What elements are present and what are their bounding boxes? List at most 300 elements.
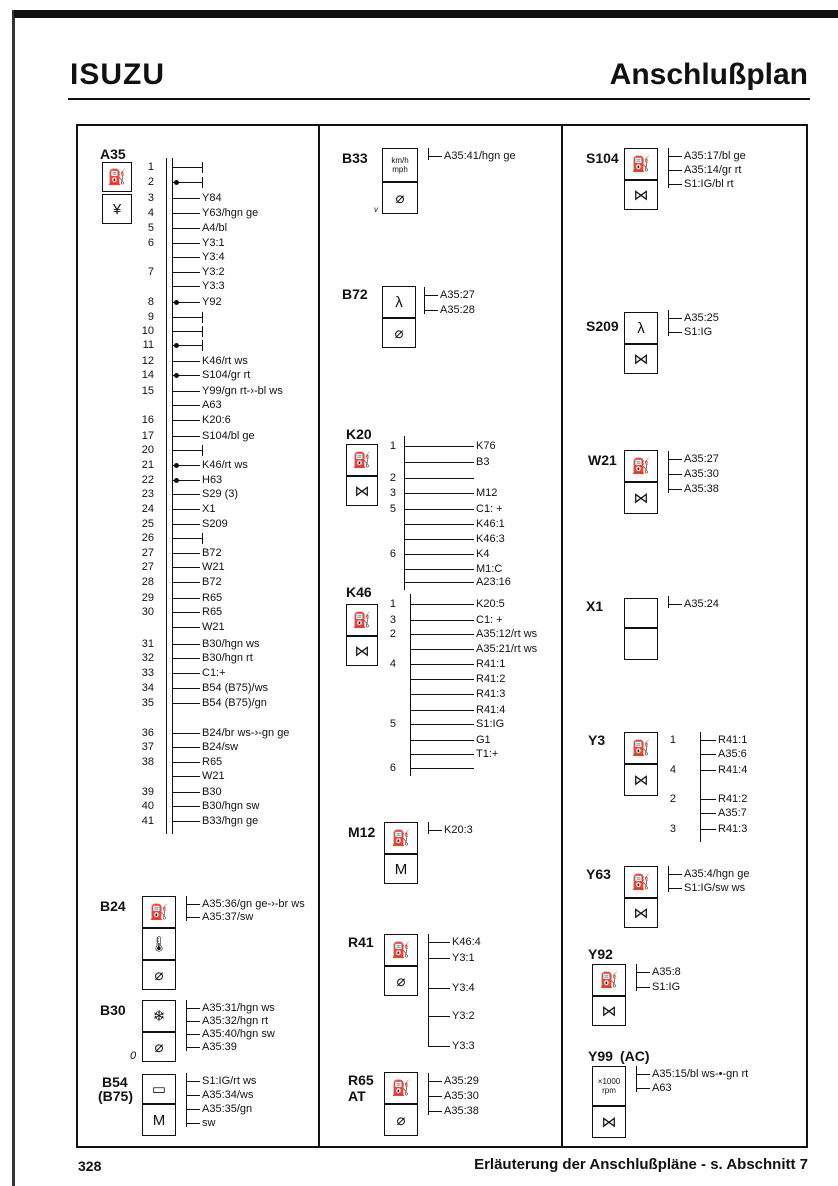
connector-line <box>636 1074 650 1075</box>
r41-label: Y3:3 <box>452 1040 475 1052</box>
symbol-box <box>592 964 626 996</box>
relay-icon: ⋈ <box>354 642 370 660</box>
a35-pin-number: 39 <box>141 786 154 798</box>
k46-pin-number: 1 <box>389 598 396 610</box>
symbol-box <box>624 482 658 514</box>
a35-label: B30/hgn rt <box>202 652 253 664</box>
fuel-pump-icon: ⛽ <box>149 903 169 921</box>
a35-line <box>172 612 200 613</box>
b30-line: A35:40/hgn sw <box>202 1028 275 1040</box>
y3-label: R41:4 <box>718 764 748 776</box>
a35-label: B24/br ws-›-gn ge <box>202 727 290 739</box>
sensor-icon: ⌀ <box>395 189 405 207</box>
component-name-b30: B30 <box>100 1002 126 1018</box>
a35-pin-number: 11 <box>142 339 154 351</box>
y3-line <box>700 829 716 830</box>
connector-line <box>186 1095 200 1096</box>
symbol-box <box>102 162 132 192</box>
connector-line <box>428 1096 442 1097</box>
connector-line <box>424 310 438 311</box>
symbol-box <box>384 822 418 854</box>
a35-label: B24/sw <box>202 741 239 753</box>
k46-pin-number: 4 <box>389 658 396 670</box>
r41-line <box>428 942 450 943</box>
a35-pin-number: 3 <box>147 192 154 204</box>
a35-pin-number: 21 <box>141 459 154 471</box>
connector-line <box>424 295 438 296</box>
k46-label: C1: + <box>476 614 503 626</box>
a35-label: W21 <box>202 621 225 633</box>
k20-pin-number: 3 <box>389 487 396 499</box>
k46-label: T1:+ <box>476 748 499 760</box>
a35-pin-number: 36 <box>141 727 154 739</box>
symbol-box <box>384 854 418 884</box>
a35-line <box>172 494 200 495</box>
a35-line <box>172 806 200 807</box>
scan-edge <box>12 10 15 1186</box>
valve-icon: ⋈ <box>633 771 649 789</box>
r65-line: A35:29 <box>444 1075 479 1087</box>
a35-pin-number: 37 <box>141 741 154 753</box>
a35-pin-number: 32 <box>141 652 154 664</box>
connector-bus <box>428 822 429 834</box>
lambda-icon: λ <box>395 293 403 311</box>
junction-dot <box>174 373 179 378</box>
r65-line: A35:30 <box>444 1090 479 1102</box>
r41-label: Y3:2 <box>452 1010 475 1022</box>
k46-label: K20:5 <box>476 598 505 610</box>
symbol-box <box>382 182 418 214</box>
a35-label: Y99/gn rt-›-bl ws <box>202 385 283 397</box>
connector-line <box>668 184 682 185</box>
s104-line: A35:17/bl ge <box>684 150 746 162</box>
a35-pin-number: 16 <box>141 414 154 426</box>
a35-label: R65 <box>202 606 223 618</box>
connector-line <box>186 917 200 918</box>
a35-pin-number: 27 <box>141 561 154 573</box>
connector-bus <box>668 596 669 608</box>
rpm-unit: ×1000 <box>597 1077 621 1086</box>
connector-line <box>186 1034 200 1035</box>
s209-line: A35:25 <box>684 312 719 324</box>
s209-line: S1:IG <box>684 326 713 338</box>
component-name-r41: R41 <box>348 934 374 950</box>
connector-bus <box>428 1073 429 1115</box>
a35-pin-number: 8 <box>147 296 154 308</box>
a35-line <box>172 509 200 510</box>
connector-line <box>668 474 682 475</box>
connector-line <box>636 987 650 988</box>
thermometer-icon: 🌡 <box>149 935 169 953</box>
k46-label: R41:2 <box>476 673 506 685</box>
a35-line <box>172 598 200 599</box>
a35-line <box>172 792 200 793</box>
fuel-pump-icon: ⛽ <box>599 971 619 989</box>
w21-line: A35:38 <box>684 483 719 495</box>
page-title: Anschlußplan <box>609 58 808 91</box>
symbol-box <box>592 1106 626 1138</box>
connector-line <box>636 1088 650 1089</box>
component-name-b54: B54 <box>102 1074 128 1090</box>
component-name-s209: S209 <box>586 318 619 334</box>
k46-pin-number: 5 <box>389 718 396 730</box>
a35-pin-number: 41 <box>141 815 154 827</box>
r41-label: Y3:4 <box>452 982 475 994</box>
k20-label: K4 <box>476 548 490 560</box>
a35-line <box>172 688 200 689</box>
x1-line: A35:24 <box>684 598 719 610</box>
connector-bus <box>668 148 669 188</box>
symbol-box <box>624 344 658 374</box>
symbol-box <box>142 1000 176 1032</box>
injector-icon: ⋈ <box>633 489 649 507</box>
a35-label: X1 <box>202 503 216 515</box>
fuel-pump-icon: ⛽ <box>631 155 651 173</box>
r65-line: A35:38 <box>444 1105 479 1117</box>
symbol-box <box>382 318 416 348</box>
r41-line <box>428 988 450 989</box>
component-name-r65-alt: AT <box>348 1088 366 1104</box>
a35-stub <box>172 450 202 451</box>
component-name-a35: A35 <box>100 146 126 162</box>
valve-icon: ⋈ <box>601 1113 617 1131</box>
symbol-box <box>624 732 658 764</box>
r41-line <box>428 1046 450 1047</box>
junction-dot <box>174 300 179 305</box>
a35-label: B54 (B75)/gn <box>202 697 267 709</box>
component-name-b72: B72 <box>342 286 368 302</box>
b54-line: A35:34/ws <box>202 1089 254 1101</box>
a35-label: C1:+ <box>202 667 226 679</box>
lambda-icon: λ <box>637 319 645 337</box>
a35-label: Y63/hgn ge <box>202 207 259 219</box>
motor-icon: M <box>394 860 408 878</box>
symbol-box <box>142 896 176 928</box>
a35-label: Y84 <box>202 192 222 204</box>
b33-line: A35:41/hgn ge <box>444 150 516 162</box>
snowflake-icon: ❄ <box>152 1007 166 1025</box>
a35-line <box>172 582 200 583</box>
connector-line <box>668 489 682 490</box>
symbol-box <box>624 598 658 628</box>
k46-line <box>410 724 474 725</box>
a35-label: Y3:1 <box>202 237 225 249</box>
k46-pin-number: 3 <box>389 614 396 626</box>
y3-bus <box>700 732 701 842</box>
connector-line <box>428 1111 442 1112</box>
a35-line <box>172 213 200 214</box>
b24-line: A35:37/sw <box>202 911 254 923</box>
symbol-box <box>346 444 378 476</box>
symbol-box <box>624 898 658 928</box>
s104-line: A35:14/gr rt <box>684 164 742 176</box>
a35-label: Y92 <box>202 296 222 308</box>
a35-label: B33/hgn ge <box>202 815 259 827</box>
a35-pin-number: 26 <box>141 532 154 544</box>
a35-pin-number: 14 <box>141 369 154 381</box>
component-name-y99-alt: (AC) <box>620 1048 650 1064</box>
k20-line <box>404 582 474 583</box>
a35-stub-end <box>202 312 203 323</box>
a35-pin-number: 9 <box>147 311 154 323</box>
k46-label: S1:IG <box>476 718 505 730</box>
symbol-box <box>592 996 626 1026</box>
a35-pin-number: 4 <box>147 207 154 219</box>
component-name-k20: K20 <box>346 426 372 442</box>
a35-line <box>172 776 200 777</box>
a35-pin-number: 24 <box>141 503 154 515</box>
symbol-box <box>624 312 658 344</box>
a35-label: S104/bl ge <box>202 430 255 442</box>
symbol-box <box>624 764 658 796</box>
a35-line <box>172 420 200 421</box>
a35-label: B30/hgn sw <box>202 800 260 812</box>
connector-line <box>668 874 682 875</box>
symbol-box <box>624 866 658 898</box>
k46-line <box>410 679 474 680</box>
symbol-box <box>382 286 416 318</box>
b54-line: S1:IG/rt ws <box>202 1075 257 1087</box>
b54-line: A35:35/gn <box>202 1103 253 1115</box>
a35-line <box>172 627 200 628</box>
a35-pin-number: 25 <box>141 518 154 530</box>
k46-bus <box>410 594 411 776</box>
a35-pin-number: 28 <box>141 576 154 588</box>
a35-line <box>172 644 200 645</box>
a35-label: A63 <box>202 399 222 411</box>
k20-label: M12 <box>476 487 498 499</box>
fuel-pump-icon: ⛽ <box>631 873 651 891</box>
a35-stub <box>172 331 202 332</box>
a35-pin-number: 33 <box>141 667 154 679</box>
k46-label: A35:12/rt ws <box>476 628 538 640</box>
fuel-pump-icon: ⛽ <box>352 611 372 629</box>
symbol-box <box>142 928 176 960</box>
a35-line <box>172 821 200 822</box>
a35-pin-number: 5 <box>147 222 154 234</box>
a35-line <box>172 673 200 674</box>
k46-line <box>410 620 474 621</box>
a35-line <box>172 286 200 287</box>
y3-line <box>700 813 716 814</box>
component-name-y92: Y92 <box>588 946 613 962</box>
relay-icon: ⋈ <box>354 482 370 500</box>
component-name-y63: Y63 <box>586 866 611 882</box>
y3-label: A35:6 <box>718 748 747 760</box>
a35-pin-number: 10 <box>141 325 154 337</box>
a35-stub-end <box>202 177 203 188</box>
k46-label: G1 <box>476 734 491 746</box>
a35-pin-number: 31 <box>141 638 154 650</box>
a35-pin-number: 7 <box>147 266 154 278</box>
component-name-s104: S104 <box>586 150 619 166</box>
connector-bus <box>428 148 429 160</box>
a35-stub-end <box>202 533 203 544</box>
resistor-icon: ⌀ <box>396 972 406 990</box>
b33-mark: v <box>374 205 378 214</box>
k46-label: R41:1 <box>476 658 506 670</box>
k46-line <box>410 768 474 769</box>
speed-unit-box <box>382 148 418 182</box>
a35-pin-number: 40 <box>141 800 154 812</box>
y3-line <box>700 799 716 800</box>
y99-line: A63 <box>652 1082 672 1094</box>
k46-line <box>410 649 474 650</box>
connector-line <box>668 604 682 605</box>
k20-line <box>404 524 474 525</box>
a35-pin-number: 20 <box>141 444 154 456</box>
a35-label: K20:6 <box>202 414 231 426</box>
a35-stub <box>172 538 202 539</box>
symbol-box <box>142 1074 176 1104</box>
a35-pin-number: 2 <box>147 176 154 188</box>
k20-label: C1: + <box>476 503 503 515</box>
valve-icon: ⋈ <box>633 904 649 922</box>
a35-label: B54 (B75)/ws <box>202 682 269 694</box>
ignition-icon: ¥ <box>112 200 122 218</box>
k46-line <box>410 604 474 605</box>
y92-line: S1:IG <box>652 981 681 993</box>
y3-line <box>700 740 716 741</box>
connector-line <box>186 1047 200 1048</box>
component-name-b24: B24 <box>100 898 126 914</box>
w21-line: A35:27 <box>684 453 719 465</box>
a35-pin-number: 1 <box>147 161 154 173</box>
connector-line <box>636 972 650 973</box>
b30-line: A35:32/hgn rt <box>202 1015 269 1027</box>
fuel-pump-icon: ⛽ <box>631 457 651 475</box>
r41-label: K46:4 <box>452 936 481 948</box>
component-name-y99: Y99 <box>588 1048 613 1064</box>
connector-line <box>668 318 682 319</box>
k20-label: K76 <box>476 440 496 452</box>
junction-dot <box>174 180 179 185</box>
y92-line: A35:8 <box>652 966 681 978</box>
connector-bus <box>668 451 669 493</box>
y3-line <box>700 754 716 755</box>
k20-pin-number: 1 <box>389 440 396 452</box>
a35-label: W21 <box>202 770 225 782</box>
rotary-icon: M <box>152 1111 166 1129</box>
a35-line <box>172 198 200 199</box>
y3-pin-number: 1 <box>669 734 676 746</box>
a35-line <box>172 436 200 437</box>
k20-line <box>404 569 474 570</box>
a35-label: W21 <box>202 561 225 573</box>
a35-main-bus <box>166 158 167 834</box>
k20-label: K46:1 <box>476 518 505 530</box>
a35-line <box>172 257 200 258</box>
k46-line <box>410 740 474 741</box>
r41-bus <box>428 934 429 1046</box>
k20-line <box>404 493 474 494</box>
connector-line <box>668 156 682 157</box>
connector-line <box>428 1081 442 1082</box>
s104-line: S1:IG/bl rt <box>684 178 734 190</box>
a35-label: B72 <box>202 576 222 588</box>
r41-line <box>428 958 450 959</box>
k20-line <box>404 462 474 463</box>
k46-pin-number: 2 <box>389 628 396 640</box>
connector-line <box>428 156 442 157</box>
connector-line <box>186 1081 200 1082</box>
a35-stub-end <box>202 340 203 351</box>
a35-line <box>172 733 200 734</box>
a35-label: Y3:3 <box>202 280 225 292</box>
y63-line: S1:IG/sw ws <box>684 882 746 894</box>
fuel-pump-icon: ⛽ <box>107 168 127 186</box>
k20-pin-number: 6 <box>389 548 396 560</box>
k20-label: K46:3 <box>476 533 505 545</box>
k20-line <box>404 478 474 479</box>
component-name-m12: M12 <box>348 824 376 840</box>
k20-pin-number: 2 <box>389 472 396 484</box>
k20-label: B3 <box>476 456 490 468</box>
fuel-pump-icon: ⛽ <box>352 451 372 469</box>
a35-label: S29 (3) <box>202 488 239 500</box>
connector-line <box>668 888 682 889</box>
a35-pin-number: 38 <box>141 756 154 768</box>
component-name-b54-alt: (B75) <box>98 1088 134 1104</box>
k46-label: R41:3 <box>476 688 506 700</box>
component-name-x1: X1 <box>586 598 604 614</box>
a35-stub <box>172 317 202 318</box>
a35-line <box>172 405 200 406</box>
sensor-icon: ⌀ <box>154 966 164 984</box>
a35-pin-number: 17 <box>141 430 154 442</box>
a35-label: B72 <box>202 547 222 559</box>
connector-line <box>186 904 200 905</box>
symbol-box <box>384 1072 418 1104</box>
a35-pin-number: 27 <box>141 547 154 559</box>
a35-label: K46/rt ws <box>202 355 248 367</box>
footer-note: Erläuterung der Anschlußpläne - s. Abschnitt 7 <box>474 1156 808 1173</box>
page-number: 328 <box>78 1158 102 1174</box>
header-rule <box>68 98 810 100</box>
b30-line: A35:39 <box>202 1041 237 1053</box>
a35-line <box>172 524 200 525</box>
a35-pin-number: 22 <box>141 474 154 486</box>
a35-pin-number: 6 <box>147 237 154 249</box>
junction-dot <box>174 463 179 468</box>
fuel-pump-icon: ⛽ <box>391 829 411 847</box>
a35-label: Y3:4 <box>202 251 225 263</box>
r41-label: Y3:1 <box>452 952 475 964</box>
junction-dot <box>174 343 179 348</box>
symbol-box <box>346 604 378 636</box>
y3-label: R41:2 <box>718 793 748 805</box>
a35-pin-number: 12 <box>141 355 154 367</box>
a35-line <box>172 567 200 568</box>
component-name-k46: K46 <box>346 584 372 600</box>
b24-line: A35:36/gn ge-›-br ws <box>202 898 305 910</box>
k20-line <box>404 509 474 510</box>
brand-title: ISUZU <box>70 58 165 91</box>
k20-label: A23:16 <box>476 576 511 588</box>
a35-stub-end <box>202 326 203 337</box>
a35-stub-end <box>202 162 203 173</box>
junction-dot <box>174 478 179 483</box>
symbol-box <box>102 194 132 224</box>
connector-line <box>186 1109 200 1110</box>
connector-line <box>186 1008 200 1009</box>
symbol-box <box>384 934 418 966</box>
k46-pin-number: 6 <box>389 762 396 774</box>
a35-label: H63 <box>202 474 223 486</box>
component-name-b33: B33 <box>342 150 368 166</box>
a35-line <box>172 747 200 748</box>
a35-label: K46/rt ws <box>202 459 248 471</box>
